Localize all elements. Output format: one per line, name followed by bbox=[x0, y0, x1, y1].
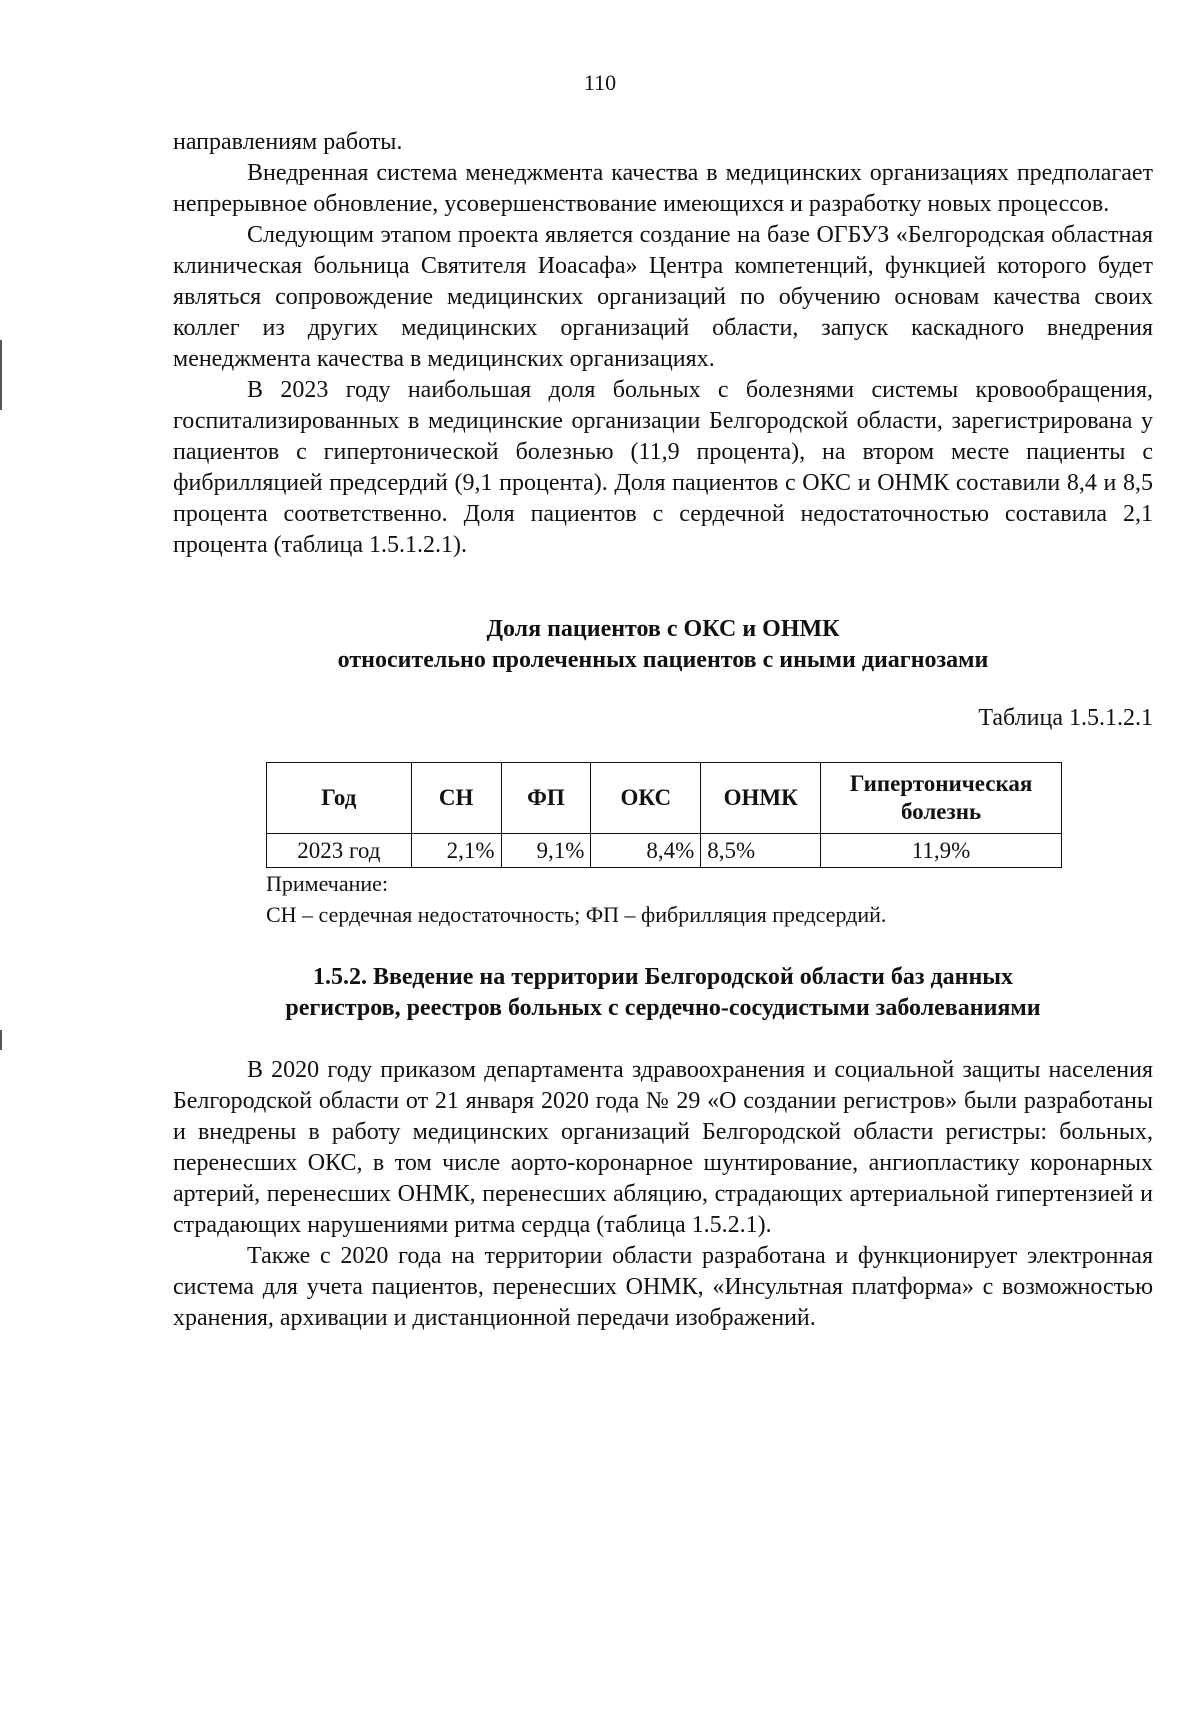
header-cell-onmk: ОНМК bbox=[701, 763, 821, 834]
header-cell-year: Год bbox=[267, 763, 412, 834]
scan-margin-mark bbox=[0, 1030, 2, 1050]
header-cell-sn: СН bbox=[411, 763, 501, 834]
paragraph: Внедренная система менеджмента качества в медицинских организациях предполагает непрерывное обновление, усовершенствование имеющихся и разработку новых процессов. bbox=[173, 160, 1153, 217]
table-number-label: Таблица 1.5.1.2.1 bbox=[978, 705, 1153, 731]
table-title-line: Доля пациентов с ОКС и ОНМК bbox=[486, 616, 840, 642]
header-cell-hypertension: Гипертоническая болезнь bbox=[821, 763, 1062, 834]
paragraph: Также с 2020 года на территории области разработана и функционирует электронная система для учета пациентов, перенесших ОНМК, «Инсультная платформа» с возможностью хранения, архивации и дистанционной передачи изображений. bbox=[173, 1243, 1153, 1331]
header-cell-oks: ОКС bbox=[591, 763, 701, 834]
data-table bbox=[266, 762, 1062, 868]
section-heading-line: регистров, реестров больных с сердечно-сосудистыми заболеваниями bbox=[285, 995, 1041, 1021]
table-cell: 11,9% bbox=[821, 834, 1062, 868]
page-number: 110 bbox=[583, 70, 617, 95]
table-cell: 2023 год bbox=[267, 834, 412, 868]
table-note bbox=[266, 868, 1156, 930]
body-text-bottom bbox=[173, 1055, 1153, 1334]
scan-margin-mark bbox=[0, 340, 2, 410]
section-heading-line: 1.5.2. Введение на территории Белгородской области баз данных bbox=[312, 964, 1014, 990]
note-text: СН – сердечная недостаточность; ФП – фибрилляция предсердий. bbox=[266, 902, 887, 927]
table-cell: 2,1% bbox=[411, 834, 501, 868]
section-heading bbox=[173, 962, 1153, 1024]
note-label: Примечание: bbox=[266, 871, 389, 896]
header-cell-fp: ФП bbox=[501, 763, 591, 834]
table-title-line: относительно пролеченных пациентов с иными диагнозами bbox=[337, 647, 989, 673]
paragraph: направлениям работы. bbox=[173, 129, 403, 155]
table-cell: 8,4% bbox=[591, 834, 701, 868]
table-title bbox=[173, 614, 1153, 676]
paragraph: В 2023 году наибольшая доля больных с болезнями системы кровообращения, госпитализированных в медицинские организации Белгородской области, зарегистрирована у пациентов с гипертонической болезнью (11,9 процента), на втором месте пациенты с фибрилляцией предсердий (9,1 процента). Доля пациентов с ОКС и ОНМК составили 8,4 и 8,5 процента соответственно. Доля пациентов с сердечной недостаточностью составила 2,1 процента (таблица 1.5.1.2.1). bbox=[173, 377, 1153, 558]
table-header-row bbox=[267, 763, 1062, 834]
table-row bbox=[267, 834, 1062, 868]
body-text-top bbox=[173, 127, 1153, 561]
paragraph: Следующим этапом проекта является создание на базе ОГБУЗ «Белгородская областная клиническая больница Святителя Иоасафа» Центра компетенций, функцией которого будет являться сопровождение медицинских организаций по обучению основам качества своих коллег из других медицинских организаций области, запуск каскадного внедрения менеджмента качества в медицинских организациях. bbox=[173, 222, 1153, 372]
table-cell: 9,1% bbox=[501, 834, 591, 868]
paragraph: В 2020 году приказом департамента здравоохранения и социальной защиты населения Белгородской области от 21 января 2020 года № 29 «О создании регистров» были разработаны и внедрены в работу медицинских организаций Белгородской области регистры: больных, перенесших ОКС, в том числе аорто-коронарное шунтирование, ангиопластику коронарных артерий, перенесших ОНМК, перенесших абляцию, страдающих артериальной гипертензией и страдающих нарушениями ритма сердца (таблица 1.5.2.1). bbox=[173, 1057, 1153, 1238]
table-cell: 8,5% bbox=[701, 834, 821, 868]
